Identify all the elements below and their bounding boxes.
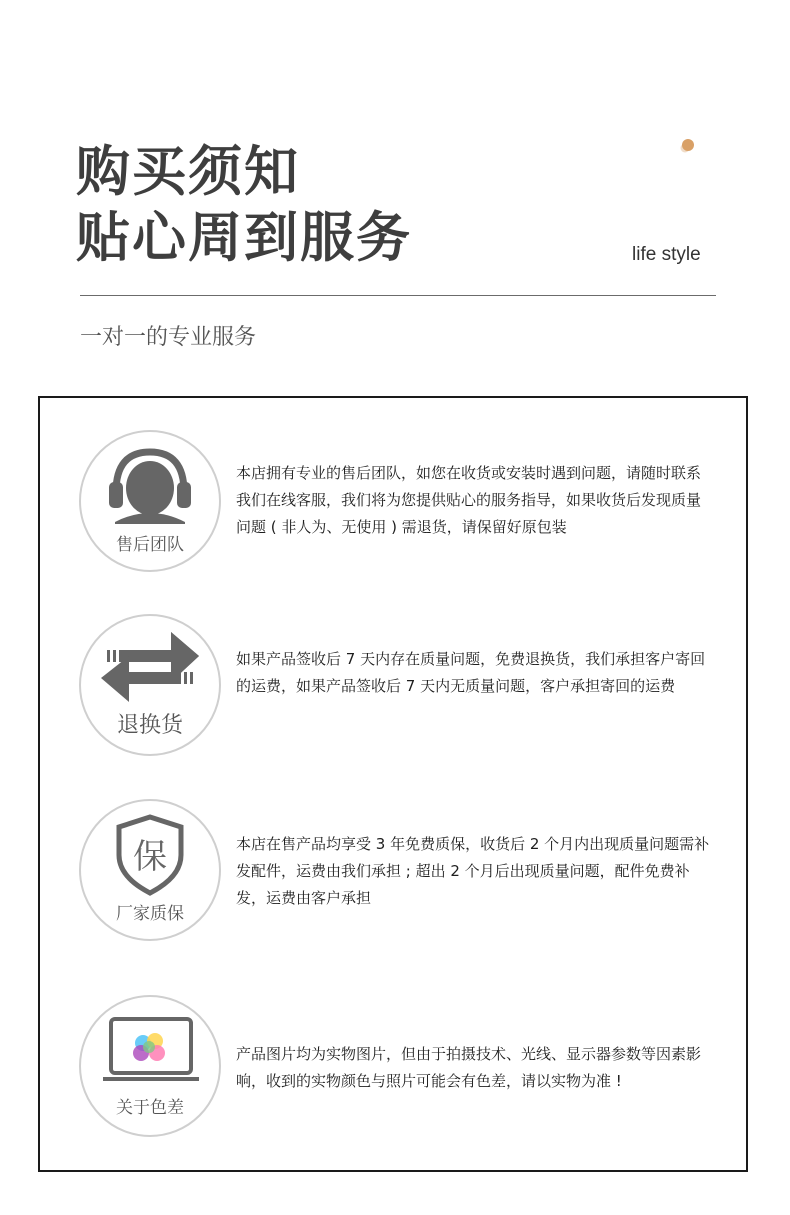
accent-dot-icon (679, 138, 695, 154)
service-label: 厂家质保 (116, 904, 184, 924)
divider (80, 295, 716, 296)
service-badge-color (79, 995, 221, 1137)
page-title: 购买须知 (76, 140, 300, 203)
page-subtitle-title: 贴心周到服务 (76, 206, 412, 269)
service-label: 售后团队 (116, 535, 184, 555)
service-label: 关于色差 (116, 1098, 184, 1118)
service-description: 产品图片均为实物图片，但由于拍摄技术、光线、显示器参数等因素影响，收到的实物颜色与照片可能会有色差，请以实物为准 ! (236, 1045, 702, 1090)
section-subtitle: 一对一的专业服务 (80, 325, 257, 350)
service-label: 退换货 (116, 713, 183, 738)
service-badge-warranty (79, 799, 221, 941)
service-description: 本店在售产品均享受 3 年免费质保，收货后 2 个月内出现质量问题需补发配件，运费由我们承担 ; 超出 2 个月后出现质量问题，配件免费补发，运费由客户承担 (236, 835, 710, 907)
service-description: 本店拥有专业的售后团队，如您在收货或安装时遇到问题，请随时联系我们在线客服，我们将为您提供贴心的服务指导，如果收货后发现质量问题 ( 非人为、无使用 ) 需退货，请保留好原包装 (236, 464, 702, 536)
svg-text:保: 保 (133, 837, 167, 877)
service-badge-return (79, 614, 221, 756)
service-badge-aftersales (79, 430, 221, 572)
tagline: life style (632, 244, 701, 265)
service-description: 如果产品签收后 7 天内存在质量问题，免费退换货，我们承担客户寄回的运费，如果产品签收后 7 天内无质量问题，客户承担寄回的运费 (236, 650, 706, 695)
